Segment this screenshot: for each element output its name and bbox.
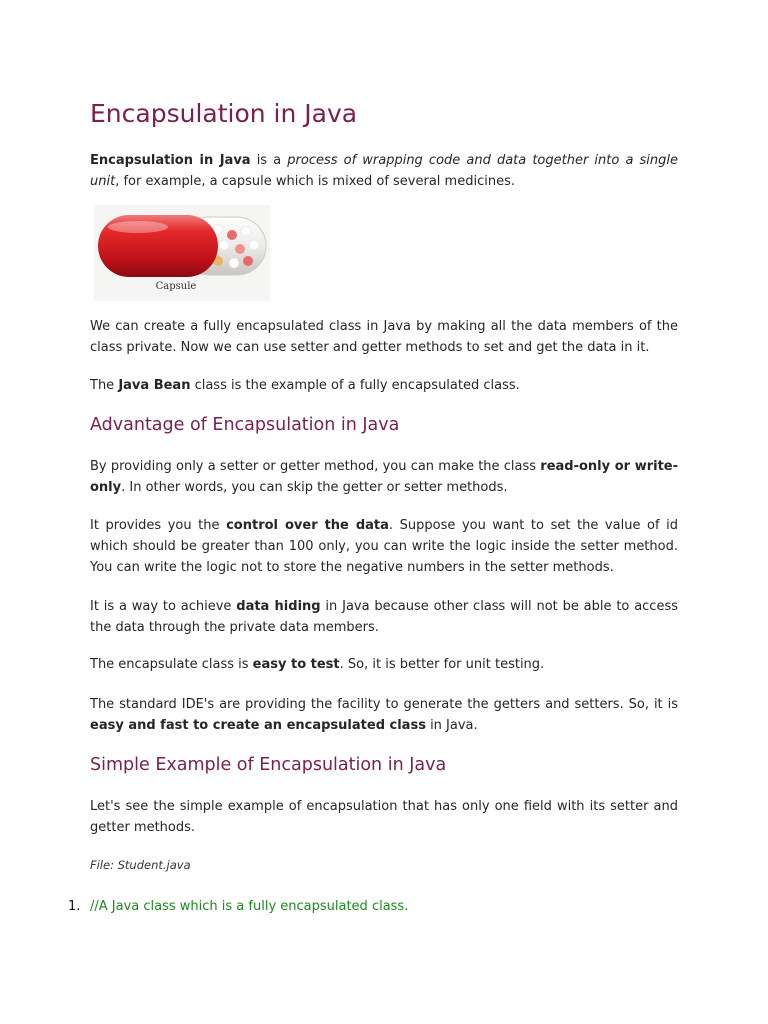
advantage-easy-test <box>90 654 678 675</box>
example-heading: Simple Example of Encapsulation in Java <box>90 755 447 775</box>
adv3-text-1: It is a way to achieve <box>90 599 237 614</box>
code-line-number: 1. <box>68 899 81 914</box>
capsule-pill-graphic <box>94 205 270 301</box>
adv3-bold: data hiding <box>236 599 321 614</box>
example-intro: Let's see the simple example of encapsulation that has only one field with its setter and getter methods. <box>90 799 678 835</box>
page-title: Encapsulation in Java <box>90 99 358 128</box>
code-line <box>68 896 408 917</box>
adv2-text-2: . Suppose you want to set the value of id which should be greater than 100 only, you can write the logic inside the setter method. You can write the logic not to store the negative numbers in the setter methods. <box>90 518 679 575</box>
java-bean-text-2: class is the example of a fully encapsulated class. <box>190 378 520 393</box>
advantage-readonly <box>90 456 678 498</box>
adv1-text-2: . In other words, you can skip the getter or setter methods. <box>121 480 508 495</box>
advantage-ide <box>90 694 678 736</box>
intro-text-1: is a <box>250 153 288 168</box>
intro-bold: Encapsulation in Java <box>90 153 251 168</box>
intro-italic: process of wrapping code and data together into a single unit <box>90 153 679 189</box>
adv4-bold: easy to test <box>252 657 340 672</box>
java-bean-bold: Java Bean <box>118 378 191 393</box>
advantage-heading: Advantage of Encapsulation in Java <box>90 415 400 435</box>
adv1-text-1: By providing only a setter or getter method, you can make the class <box>90 459 541 474</box>
advantage-data-hiding <box>90 596 678 638</box>
code-comment: //A Java class which is a fully encapsulated class. <box>90 899 409 914</box>
advantage-control <box>90 515 678 578</box>
paragraph-fully-encapsulated: We can create a fully encapsulated class in Java by making all the data members of the class private. Now we can use setter and getter methods to set and get the data in it. <box>90 319 678 355</box>
adv4-text-2: . So, it is better for unit testing. <box>339 657 545 672</box>
intro-text-2: , for example, a capsule which is mixed of several medicines. <box>115 174 515 189</box>
java-bean-text-1: The <box>90 378 119 393</box>
adv3-text-2: in Java because other class will not be able to access the data through the private data members. <box>90 599 678 635</box>
capsule-image <box>94 205 270 301</box>
intro-paragraph <box>90 150 678 192</box>
adv2-text-1: It provides you the <box>90 518 227 533</box>
adv5-bold: easy and fast to create an encapsulated class <box>90 718 426 733</box>
paragraph-java-bean <box>90 375 678 396</box>
capsule-caption: Capsule <box>155 281 197 292</box>
adv5-text-1: The standard IDE's are providing the facility to generate the getters and setters. So, it is <box>90 697 678 712</box>
file-label: File: Student.java <box>90 858 191 872</box>
adv5-text-2: in Java. <box>425 718 478 733</box>
adv2-bold: control over the data <box>226 518 389 533</box>
adv1-bold: read-only or write-only <box>90 459 678 495</box>
adv4-text-1: The encapsulate class is <box>90 657 253 672</box>
